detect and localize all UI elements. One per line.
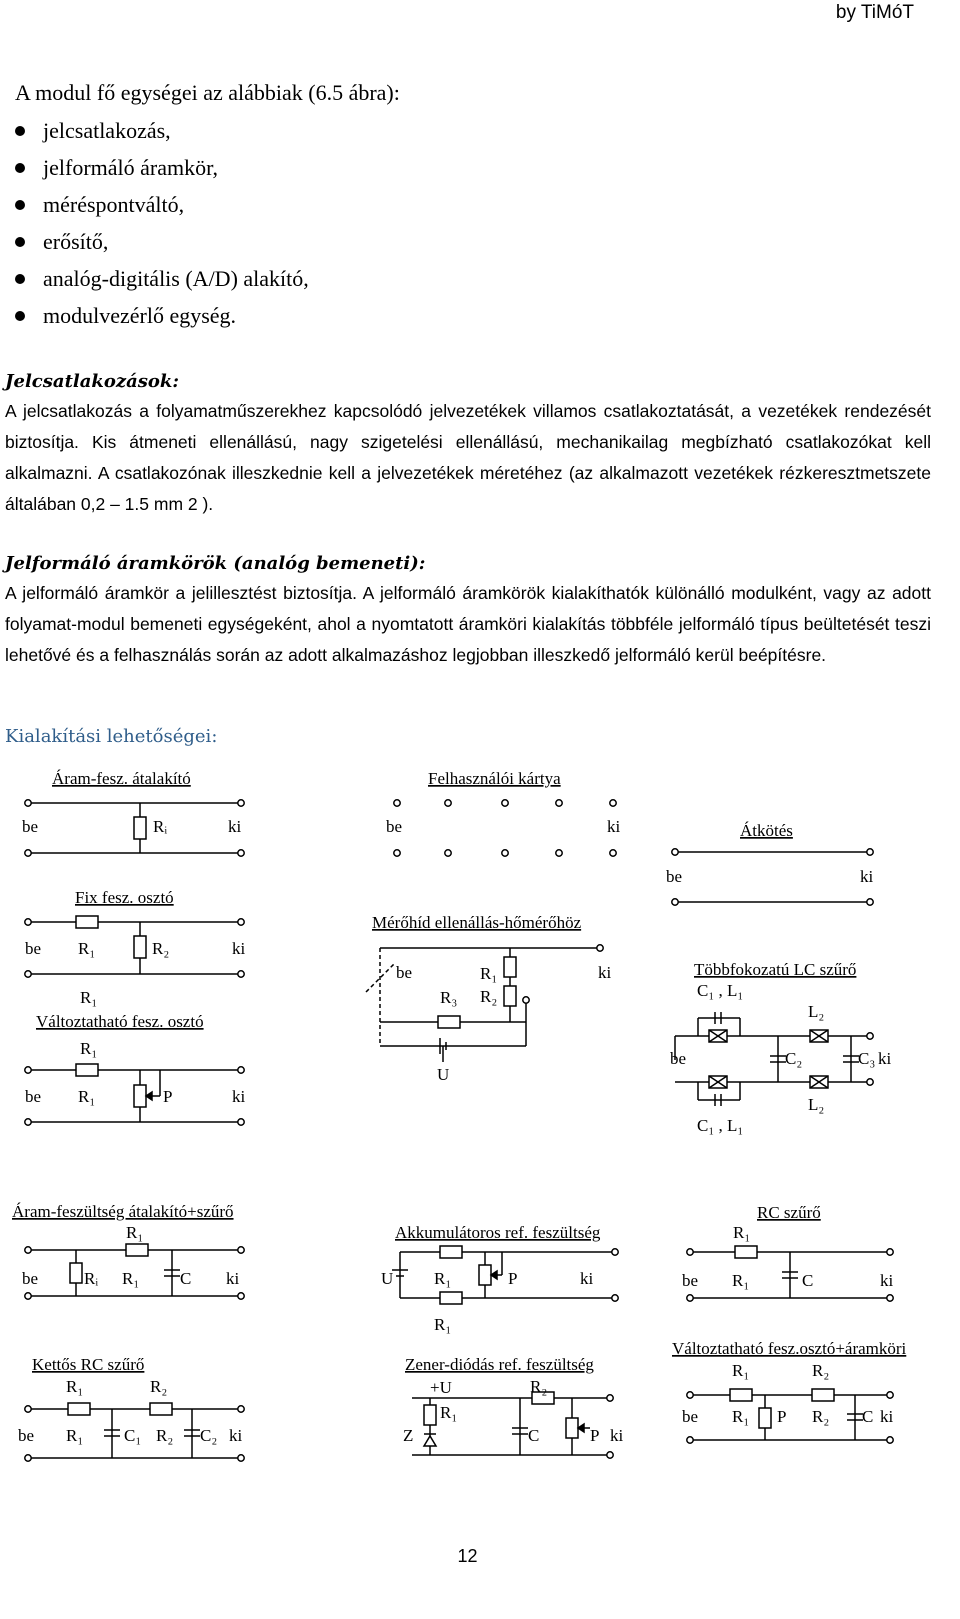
title-akkumulatoros: Akkumulátoros ref. feszültség (395, 1223, 601, 1242)
label-r3: R₃ (440, 988, 458, 1007)
label-r1: R₁ (480, 964, 498, 983)
label-c1l1: C₁ , L₁ (697, 1116, 744, 1135)
label-r1: R₁ (80, 988, 98, 1007)
page-header-author: by TiMóT (835, 2, 914, 23)
label-r1: R₁ (66, 1377, 84, 1396)
label-l2: L₂ (808, 1002, 825, 1021)
circuit-rc-szuro (687, 1246, 893, 1301)
label-be: be (22, 817, 39, 836)
label-be: be (682, 1407, 699, 1426)
label-r2: R₂ (812, 1361, 830, 1380)
label-be: be (682, 1271, 699, 1290)
label-r2: R₂ (156, 1426, 174, 1445)
label-r1: R₁ (732, 1271, 750, 1290)
label-be: be (25, 939, 42, 958)
label-ki: ki (598, 963, 612, 982)
label-r1: R₁ (78, 1087, 96, 1106)
label-plus-u: +U (430, 1378, 452, 1397)
list-item: jelcsatlakozás, (13, 112, 400, 149)
section-body: A jelformáló áramkör a jelillesztést biztosítja. A jelformáló áramkörök kialakíthatók különálló modulként, vagy az adott folyamat-modul bemeneti egységeként, ahol a nyomtatott áramköri kialakítás többféle jelformáló típus beültetését teszi lehetővé és a felhasználás során az adott alkalmazáshoz legjobban illeszkedő jelformáló kerül beépítésre. (5, 583, 931, 665)
section-heading: Jelformáló áramkörök (analóg bemeneti): (5, 553, 426, 574)
list-item: modulvezérlő egység. (13, 297, 400, 334)
label-be: be (386, 817, 403, 836)
circuit-aram-fesz-atalakito (25, 800, 244, 856)
title-aram-szuro: Áram-feszültség átalakító+szűrő (12, 1202, 234, 1221)
label-ri: Rᵢ (84, 1269, 99, 1288)
title-felhasznaloi: Felhasználói kártya (428, 769, 561, 788)
list-item: erősítő, (13, 223, 400, 260)
label-ki: ki (229, 1426, 243, 1445)
title-lc-szuro: Többfokozatú LC szűrő (694, 960, 857, 979)
title-fix-oszto: Fix fesz. osztó (75, 888, 174, 907)
label-ki: ki (878, 1049, 892, 1068)
label-ri: Rᵢ (153, 817, 168, 836)
label-c1: C₁ (124, 1426, 142, 1445)
label-be: be (18, 1426, 35, 1445)
label-l2: L₂ (808, 1095, 825, 1114)
label-c: C (180, 1269, 192, 1288)
label-ki: ki (232, 939, 246, 958)
label-r1: R₁ (78, 939, 96, 958)
label-c3: C₃ (858, 1049, 876, 1068)
list-item: jelformáló áramkör, (13, 149, 400, 186)
label-c2: C₂ (200, 1426, 218, 1445)
label-be: be (666, 867, 683, 886)
title-kettos-rc: Kettős RC szűrő (32, 1355, 145, 1374)
circuit-atkotes (672, 849, 873, 905)
label-u: U (381, 1269, 394, 1288)
label-p: P (590, 1426, 600, 1445)
title-merohid: Mérőhíd ellenállás-hőmérőhöz (372, 913, 582, 932)
title-rc-szuro: RC szűrő (757, 1203, 821, 1222)
label-ki: ki (860, 867, 874, 886)
list-item: méréspontváltó, (13, 186, 400, 223)
circuit-valtoztathato-fesz-oszto (25, 1064, 244, 1125)
title-aram-fesz: Áram-fesz. átalakító (52, 769, 191, 788)
label-r1: R₁ (434, 1315, 452, 1334)
label-ki: ki (580, 1269, 594, 1288)
circuit-tobbfokozatu-lc-szuro (675, 1012, 876, 1106)
label-c2: C₂ (785, 1049, 803, 1068)
label-r1: R₁ (733, 1223, 751, 1242)
label-r1: R₁ (732, 1407, 750, 1426)
label-r2: R₂ (812, 1407, 830, 1426)
label-be: be (670, 1049, 687, 1068)
label-r1: R₁ (80, 1039, 98, 1058)
label-r1: R₁ (732, 1361, 750, 1380)
list-item: analóg-digitális (A/D) alakító, (13, 260, 400, 297)
label-ki: ki (610, 1426, 624, 1445)
label-r1: R₁ (66, 1426, 84, 1445)
section-heading: Jelcsatlakozások: (5, 371, 179, 392)
title-valt-aramkori: Változtatható fesz.osztó+áramköri (672, 1339, 907, 1358)
page-number: 12 (457, 1546, 478, 1566)
label-r2: R₂ (150, 1377, 168, 1396)
label-r2: R₂ (530, 1377, 548, 1396)
section-body: A jelcsatlakozás a folyamatműszerekhez kapcsolódó jelvezetékek villamos csatlakoztatását, a vezetékek rendezését biztosítja. Kis átmeneti ellenállású, nagy szigetelési ellenállású, mechanikailag megbízható csatlakozókat kell alkalmazni. A csatlakozónak illeszkednie kell a jelvezetékek méretéhez (az alkalmazott vezetékek rézkeresztmetszete általában 0,2 – 1.5 mm 2 ). (5, 401, 931, 514)
title-valtoztathato: Változtatható fesz. osztó (36, 1012, 204, 1031)
label-c: C (528, 1426, 540, 1445)
label-r2: R₂ (480, 987, 498, 1006)
label-c: C (802, 1271, 814, 1290)
label-p: P (777, 1407, 787, 1426)
label-c: C (862, 1407, 874, 1426)
label-be: be (22, 1269, 39, 1288)
label-be: be (25, 1087, 42, 1106)
circuit-zener-ref (412, 1392, 613, 1458)
label-ki: ki (228, 817, 242, 836)
label-r2: R₂ (152, 939, 170, 958)
label-p: P (163, 1087, 173, 1106)
circuit-felhasznaloi-kartya (394, 800, 616, 856)
label-r1: R₁ (122, 1269, 140, 1288)
label-ki: ki (607, 817, 621, 836)
label-z: Z (403, 1426, 414, 1445)
label-ki: ki (880, 1407, 894, 1426)
label-ki: ki (226, 1269, 240, 1288)
label-r1: R₁ (434, 1269, 452, 1288)
title-atkotes: Átkötés (740, 821, 793, 840)
label-ki: ki (232, 1087, 246, 1106)
label-p: P (508, 1269, 518, 1288)
intro-lead: A modul fő egységei az alábbiak (6.5 ábra): (15, 80, 400, 105)
label-c1l1: C₁ , L₁ (697, 981, 744, 1000)
label-u: U (437, 1065, 450, 1084)
label-r1: R₁ (440, 1403, 458, 1422)
circuit-fix-fesz-oszto (25, 916, 244, 977)
label-be: be (396, 963, 413, 982)
label-r1: R₁ (126, 1223, 144, 1242)
subheading-kialakitasi: Kialakítási lehetőségei: (5, 726, 218, 747)
title-zener: Zener-diódás ref. feszültség (405, 1355, 594, 1374)
label-ki: ki (880, 1271, 894, 1290)
